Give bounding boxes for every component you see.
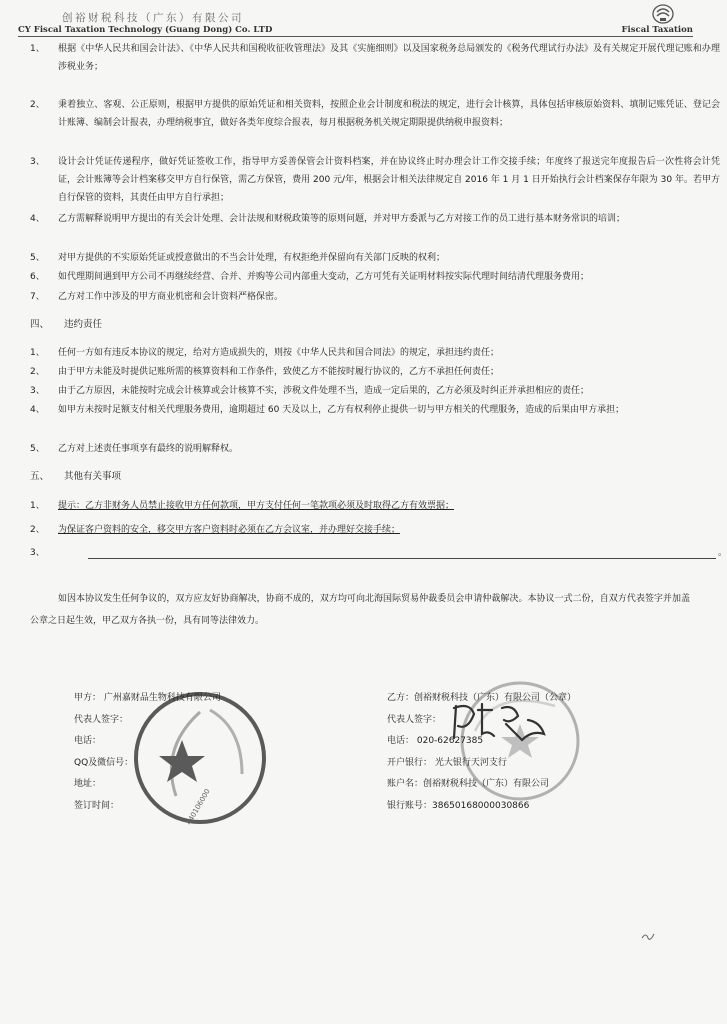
closing-paragraph: 如因本协议发生任何争议的，双方应友好协商解决，协商不成的，双方均可向北海国际贸易仲裁委员会申请仲裁解决。本协议一式二份，自双方代表签字并加盖公章之日起生效，甲乙双方各执一份，具有同等法律效力。 bbox=[30, 594, 690, 626]
section-heading: 五、 其他有关事项 bbox=[30, 471, 122, 482]
header-company-cn: 创裕财税科技（广东）有限公司 bbox=[62, 12, 244, 24]
party-b-rep: 代表人签字： bbox=[387, 714, 442, 725]
party-b-block bbox=[387, 688, 576, 817]
header-right-label: Fiscal Taxation bbox=[621, 25, 693, 35]
party-a-address: 地址： bbox=[74, 779, 102, 789]
party-b-account-no: 银行账号：38650168000030866 bbox=[387, 800, 530, 811]
party-b-account-name: 账户名：创裕财税科技（广东）有限公司 bbox=[387, 779, 550, 789]
party-a-qq: QQ及微信号： bbox=[74, 757, 134, 768]
party-a-block bbox=[74, 688, 221, 817]
party-a-phone: 电话： bbox=[74, 736, 102, 746]
pen-mark-icon bbox=[640, 930, 656, 942]
party-b-bank: 开户银行： 光大银行天河支行 bbox=[387, 757, 507, 768]
header-divider bbox=[18, 36, 693, 37]
party-a-rep: 代表人签字： bbox=[74, 714, 129, 725]
header-company-en: CY Fiscal Taxation Technology (Guang Dong) Co. LTD bbox=[18, 25, 273, 35]
party-a-name: 甲方： 广州嘉财品生物科技有限公司 bbox=[74, 693, 221, 703]
party-b-name: 乙方：创裕财税科技（广东）有限公司（公章） bbox=[387, 693, 577, 703]
fill-in-line[interactable] bbox=[88, 558, 716, 559]
party-b-phone: 电话： 020-62627385 bbox=[387, 736, 484, 746]
section-heading: 四、 违约责任 bbox=[30, 319, 103, 330]
svg-text:440106000: 440106000 bbox=[184, 787, 212, 827]
party-a-date: 签订时间： bbox=[74, 800, 120, 811]
company-logo-icon bbox=[651, 3, 675, 25]
